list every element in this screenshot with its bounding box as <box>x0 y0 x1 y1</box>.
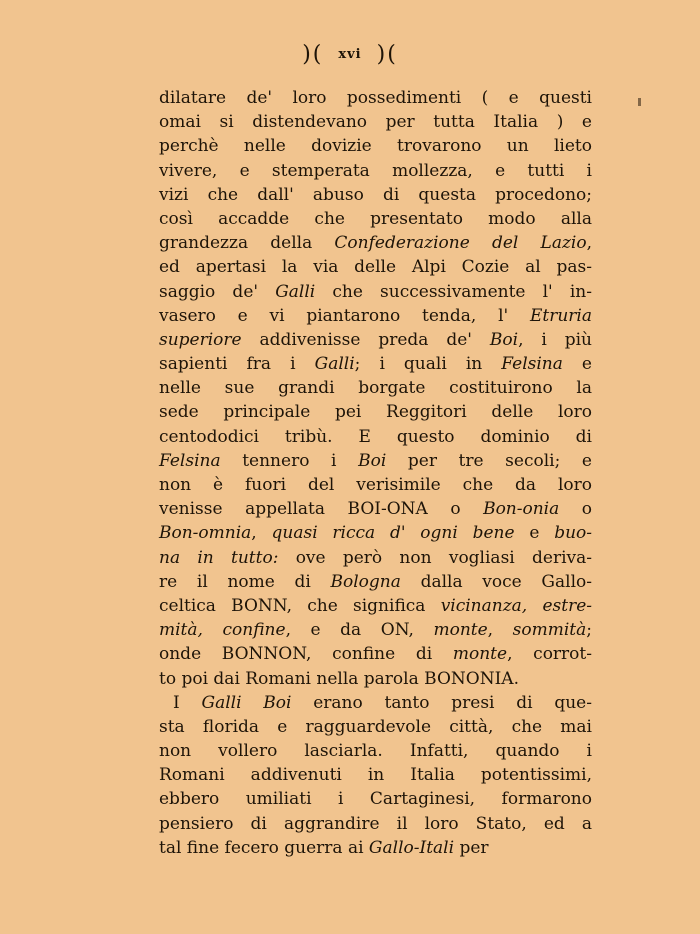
text-line: nelle sue grandi borgate costituirono la <box>159 378 592 399</box>
text-line: perchè nelle dovizie trovarono un lieto <box>159 136 592 157</box>
text-line: I Galli Boi erano tanto presi di que- <box>173 692 592 713</box>
text-line: to poi dai Romani nella parola BONONIA. <box>159 668 519 689</box>
text-line: vizi che dall' abuso di questa procedono; <box>159 184 592 205</box>
text-line: sapienti fra i Galli; i quali in Felsina e <box>159 354 592 375</box>
text-line: Bon-omnia, quasi ricca d' ogni bene e buo- <box>159 523 592 544</box>
text-line: così accadde che presentato modo alla <box>159 208 592 229</box>
text-line: grandezza della Confederazione del Lazio, <box>159 233 592 254</box>
text-line: omai si distendevano per tutta Italia ) e <box>159 112 592 133</box>
text-line: dilatare de' loro possedimenti ( e questi <box>159 88 592 108</box>
text-line: Romani addivenuti in Italia potentissimi, <box>159 765 592 786</box>
text-line: vasero e vi piantarono tenda, l' Etruria <box>159 305 592 326</box>
page-header <box>0 42 700 67</box>
text-line: na in tutto: ove però non vogliasi deriva- <box>159 547 592 568</box>
text-line: onde BONNON, confine di monte, corrot- <box>159 644 592 665</box>
text-line: sta florida e ragguardevole città, che mai <box>159 716 592 737</box>
text-line: saggio de' Galli che successivamente l' in- <box>159 281 592 302</box>
text-line: superiore addivenisse preda de' Boi, i più <box>159 329 593 350</box>
text-line: celtica BONN, che significa vicinanza, estre- <box>159 595 593 616</box>
text-line: re il nome di Bologna dalla voce Gallo- <box>159 571 592 592</box>
text-line: vivere, e stemperata mollezza, e tutti i <box>159 160 592 181</box>
text-line: ebbero umiliati i Cartaginesi, formarono <box>159 789 592 810</box>
ink-mark <box>638 98 641 106</box>
text-line: non è fuori del verisimile che da loro <box>159 475 592 495</box>
text-line: ed apertasi la via delle Alpi Cozie al pas- <box>159 257 592 278</box>
text-line: Felsina tennero i Boi per tre secoli; e <box>159 450 592 471</box>
text-line: pensiero di aggrandire il loro Stato, ed a <box>159 813 592 834</box>
header-ornament-right: )( <box>376 42 398 67</box>
body-text <box>159 86 592 860</box>
text-line: venisse appellata BOI-ONA o Bon-onia o <box>159 499 593 520</box>
text-line: sede principale pei Reggitori delle loro <box>159 402 592 423</box>
text-line: mità, confine, e da ON, monte, sommità; <box>159 620 592 641</box>
page-number: xvi <box>338 47 362 62</box>
text-line: non vollero lasciarla. Infatti, quando i <box>159 741 592 762</box>
header-ornament-left: )( <box>302 42 324 67</box>
text-line: centododici tribù. E questo dominio di <box>159 426 592 447</box>
text-line: tal fine fecero guerra ai Gallo-Itali per <box>159 837 489 858</box>
